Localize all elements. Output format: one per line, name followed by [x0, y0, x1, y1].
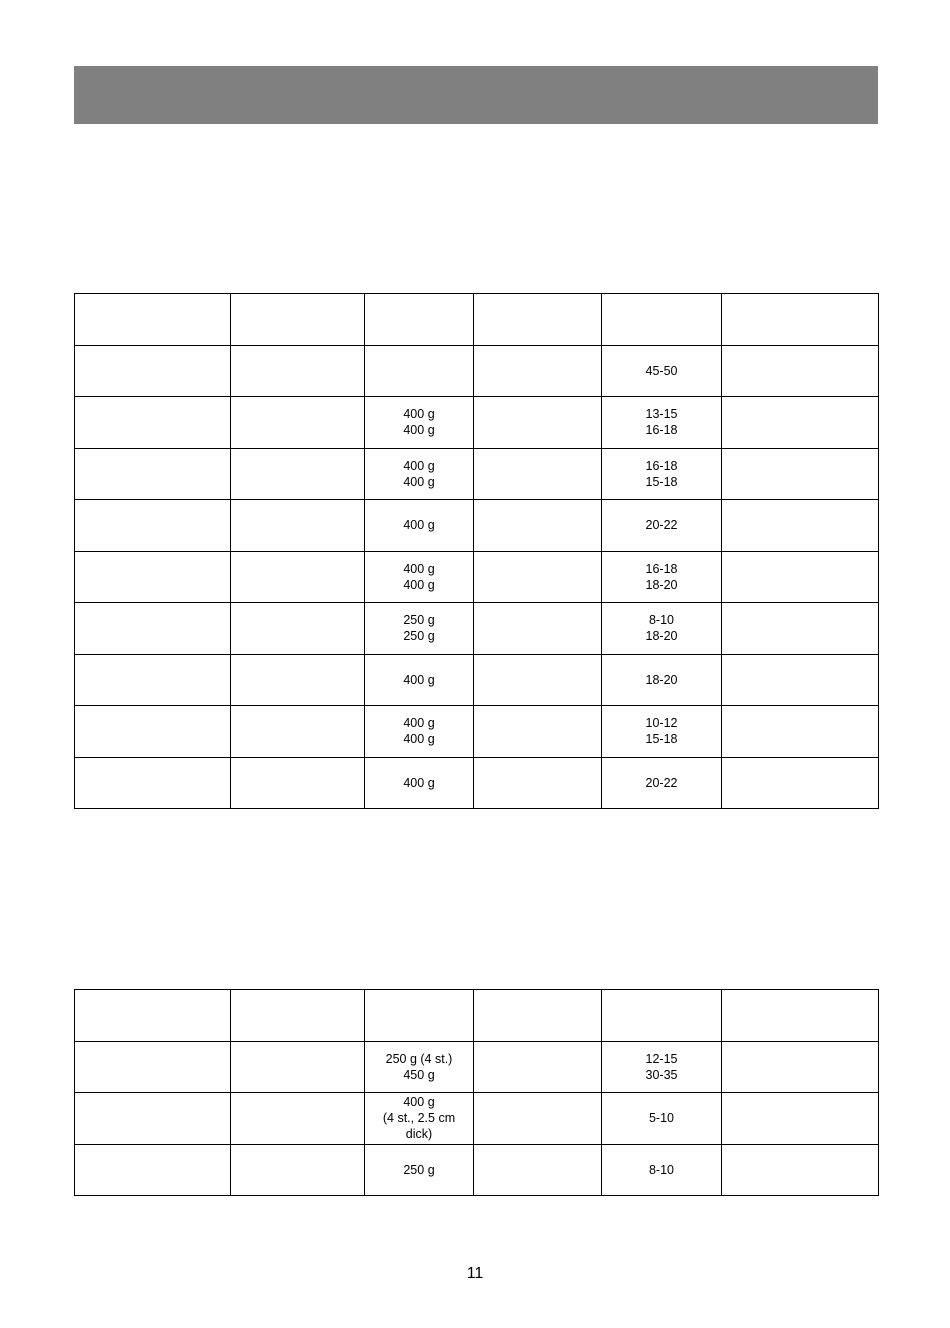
amount-line: 400 g	[403, 716, 435, 731]
amount-line: 400 g	[403, 577, 435, 592]
table-row	[75, 654, 879, 706]
empty-cell	[75, 603, 231, 655]
empty-cell	[474, 654, 602, 706]
empty-cell	[722, 1093, 879, 1145]
time-cell	[602, 654, 722, 706]
time-cell	[602, 500, 722, 552]
time-line: 12-15	[645, 1051, 678, 1066]
empty-cell	[75, 1093, 231, 1145]
amount-line: 400 g	[403, 561, 435, 576]
time-cell	[602, 397, 722, 449]
empty-cell	[231, 706, 365, 758]
time-line: 20-22	[645, 518, 678, 533]
time-cell	[602, 1093, 722, 1145]
table-row	[75, 603, 879, 655]
empty-cell	[474, 397, 602, 449]
time-line: 20-22	[645, 775, 678, 790]
amount-cell	[365, 706, 474, 758]
header-cell	[722, 294, 879, 346]
empty-cell	[75, 706, 231, 758]
empty-cell	[231, 757, 365, 809]
cooking-table-1	[74, 293, 879, 809]
amount-line: 400 g	[403, 458, 435, 473]
empty-cell	[231, 654, 365, 706]
amount-cell	[365, 551, 474, 603]
time-cell	[602, 603, 722, 655]
table-row	[75, 1093, 879, 1145]
time-line: 16-18	[645, 423, 678, 438]
page-number: 11	[466, 1265, 484, 1282]
empty-cell	[474, 706, 602, 758]
header-cell	[474, 990, 602, 1042]
empty-cell	[231, 551, 365, 603]
time-line: 15-18	[645, 474, 678, 489]
amount-line: 400 g	[403, 732, 435, 747]
header-cell	[75, 990, 231, 1042]
amount-cell	[365, 448, 474, 500]
empty-cell	[231, 603, 365, 655]
empty-cell	[231, 1093, 365, 1145]
empty-cell	[75, 757, 231, 809]
amount-cell	[365, 500, 474, 552]
amount-line: (4 st., 2.5 cm	[382, 1111, 456, 1126]
empty-cell	[231, 448, 365, 500]
amount-line: 400 g	[403, 1095, 435, 1110]
time-line: 5-10	[648, 1111, 675, 1126]
amount-line: 250 g	[403, 1162, 435, 1177]
empty-cell	[722, 1041, 879, 1093]
amount-line: 400 g	[403, 407, 435, 422]
empty-cell	[474, 500, 602, 552]
table-row	[75, 397, 879, 449]
time-cell	[602, 448, 722, 500]
amount-line: 400 g	[403, 672, 435, 687]
empty-cell	[722, 1144, 879, 1196]
empty-cell	[231, 500, 365, 552]
empty-cell	[75, 551, 231, 603]
header-cell	[231, 990, 365, 1042]
empty-cell	[474, 1093, 602, 1145]
amount-cell	[365, 1144, 474, 1196]
empty-cell	[474, 603, 602, 655]
empty-cell	[231, 1144, 365, 1196]
empty-cell	[75, 397, 231, 449]
time-cell	[602, 1144, 722, 1196]
empty-cell	[722, 603, 879, 655]
time-line: 18-20	[645, 672, 678, 687]
cooking-table-2	[74, 989, 879, 1196]
table-header-row	[75, 990, 879, 1042]
empty-cell	[722, 706, 879, 758]
amount-line: 400 g	[403, 474, 435, 489]
header-cell	[602, 294, 722, 346]
empty-cell	[75, 1041, 231, 1093]
empty-cell	[75, 1144, 231, 1196]
header-cell	[602, 990, 722, 1042]
time-cell	[602, 1041, 722, 1093]
header-cell	[365, 990, 474, 1042]
empty-cell	[474, 345, 602, 397]
amount-line: 400 g	[403, 423, 435, 438]
amount-cell	[365, 397, 474, 449]
table-row	[75, 500, 879, 552]
table-row	[75, 448, 879, 500]
empty-cell	[75, 500, 231, 552]
header-cell	[722, 990, 879, 1042]
time-line: 16-18	[645, 561, 678, 576]
amount-line: 250 g (4 st.)	[385, 1051, 453, 1066]
amount-line: 450 g	[403, 1067, 435, 1082]
empty-cell	[75, 654, 231, 706]
empty-cell	[474, 551, 602, 603]
time-line: 16-18	[645, 458, 678, 473]
amount-line: 250 g	[403, 629, 435, 644]
table-row	[75, 551, 879, 603]
empty-cell	[231, 345, 365, 397]
empty-cell	[231, 1041, 365, 1093]
time-line: 15-18	[645, 732, 678, 747]
table-row	[75, 345, 879, 397]
amount-line: 400 g	[403, 775, 435, 790]
time-cell	[602, 706, 722, 758]
empty-cell	[722, 397, 879, 449]
amount-line: 250 g	[403, 613, 435, 628]
amount-cell	[365, 1093, 474, 1145]
table-row	[75, 1144, 879, 1196]
time-cell	[602, 345, 722, 397]
amount-cell	[365, 757, 474, 809]
empty-cell	[474, 1144, 602, 1196]
header-cell	[474, 294, 602, 346]
table-row	[75, 1041, 879, 1093]
section-header-bar	[74, 66, 878, 124]
empty-cell	[474, 448, 602, 500]
empty-cell	[722, 654, 879, 706]
empty-cell	[474, 1041, 602, 1093]
empty-cell	[722, 345, 879, 397]
amount-cell	[365, 654, 474, 706]
empty-cell	[231, 397, 365, 449]
table-row	[75, 757, 879, 809]
time-line: 10-12	[645, 716, 678, 731]
table-header-row	[75, 294, 879, 346]
time-line: 45-50	[645, 363, 678, 378]
time-line: 8-10	[648, 613, 675, 628]
time-line: 18-20	[645, 629, 678, 644]
empty-cell	[722, 500, 879, 552]
empty-cell	[474, 757, 602, 809]
amount-line: 400 g	[403, 518, 435, 533]
empty-cell	[722, 448, 879, 500]
time-line: 8-10	[648, 1162, 675, 1177]
amount-line: dick)	[405, 1127, 433, 1142]
time-cell	[602, 757, 722, 809]
empty-cell	[722, 551, 879, 603]
table-row	[75, 706, 879, 758]
header-cell	[365, 294, 474, 346]
time-cell	[602, 551, 722, 603]
empty-cell	[75, 448, 231, 500]
amount-cell	[365, 345, 474, 397]
empty-cell	[75, 345, 231, 397]
time-line: 30-35	[645, 1067, 678, 1082]
time-line: 18-20	[645, 577, 678, 592]
header-cell	[75, 294, 231, 346]
amount-cell	[365, 1041, 474, 1093]
amount-cell	[365, 603, 474, 655]
time-line: 13-15	[645, 407, 678, 422]
empty-cell	[722, 757, 879, 809]
header-cell	[231, 294, 365, 346]
